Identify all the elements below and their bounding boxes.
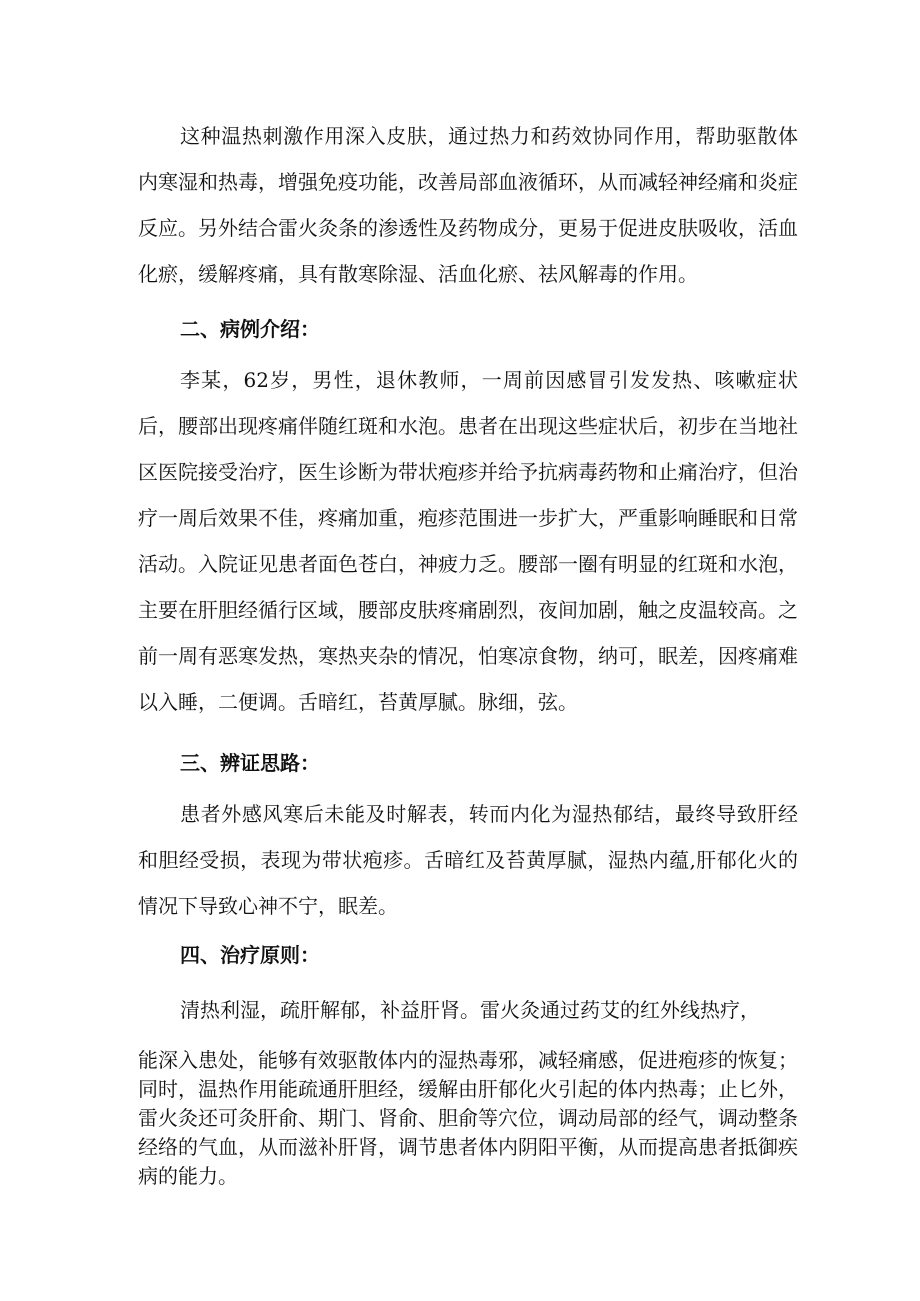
paragraph-case-description: 李某，62岁，男性，退休教师，一周前因感冒引发发热、咳嗽症状后，腰部出现疼痛伴随红斑和水泡。患者在出现这些症状后，初步在当地社区医院接受治疗，医生诊断为带状疱疹并给予抗病毒药物和止痛治疗，但治疗一周后效果不佳，疼痛加重，疱疹范围进一步扩大，严重影响睡眠和日常活动。入院证见患者面色苍白，神疲力乏。腰部一圈有明显的红斑和水泡，主要在肝胆经循行区域，腰部皮肤疼痛剧烈，夜间加剧，触之皮温较高。之前一周有恶寒发热，寒热夹杂的情况，怕寒凉食物，纳可，眠差，因疼痛难以入睡，二便调。舌暗红，苔黄厚腻。脉细，弦。	[138, 368, 798, 714]
paragraph-treatment-effect: 这种温热刺激作用深入皮肤，通过热力和药效协同作用，帮助驱散体内寒湿和热毒，增强免疫功能，改善局部血液循环，从而减轻神经痛和炎症反应。另外结合雷火灸条的渗透性及药物成分，更易于促进皮肤吸收，活血化瘀，缓解疼痛，具有散寒除湿、活血化瘀、祛风解毒的作用。	[138, 124, 798, 286]
heading-case-introduction: 二、病例介绍：	[180, 317, 320, 341]
paragraph-treatment-principle-body: 能深入患处，能够有效驱散体内的湿热毒邪，减轻痛感，促进疱疹的恢复；同时，温热作用能疏通肝胆经，缓解由肝郁化火引起的体内热毒；止匕外，雷火灸还可灸肝俞、期门、肾俞、胆俞等穴位，调动局部的经气，调动整条经络的气血，从而滋补肝肾，调节患者体内阴阳平衡，从而提高患者抵御疾病的能力。	[138, 1048, 798, 1188]
heading-treatment-principle: 四、治疗原则：	[180, 943, 320, 967]
paragraph-syndrome-analysis: 患者外感风寒后未能及时解表，转而内化为湿热郁结，最终导致肝经和胆经受损，表现为带状疱疹。舌暗红及苔黄厚腻，湿热内蕴,肝郁化火的情况下导致心神不宁，眠差。	[138, 802, 798, 918]
paragraph-treatment-principle-first-line: 清热利湿，疏肝解郁，补益肝肾。雷火灸通过药艾的红外线热疗，	[180, 998, 760, 1022]
heading-syndrome-differentiation: 三、辨证思路：	[180, 751, 320, 775]
